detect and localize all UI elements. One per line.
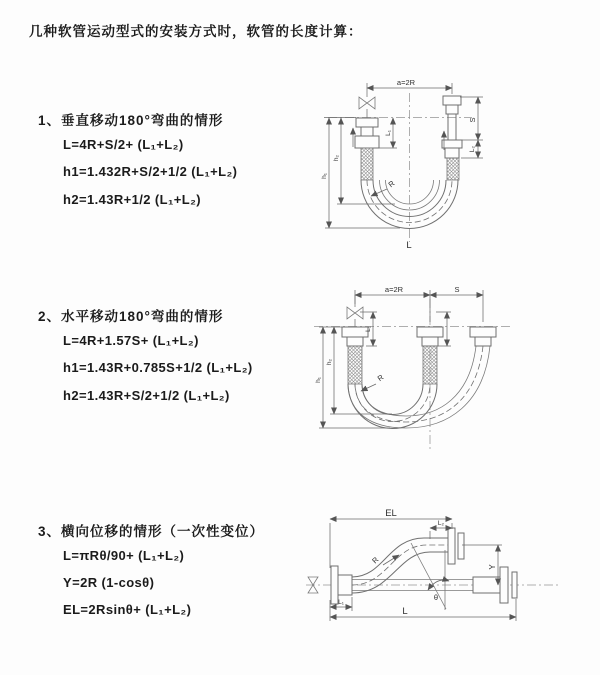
diagram-lateral-displacement <box>306 508 558 621</box>
radius-label: R <box>370 555 381 566</box>
dim-label-fitting-right: L₂ <box>437 520 445 527</box>
dim-label-offset-y: Y <box>488 564 497 570</box>
length-label: L <box>406 240 412 251</box>
dim-label-h1: h₁ <box>315 377 322 383</box>
braided-hose-left <box>348 346 362 384</box>
flange-fitting-right-lower <box>442 140 462 158</box>
ext-lines-bottom <box>330 597 516 621</box>
hose-bottom-wall <box>352 552 448 593</box>
dim-label-h2: h₂ <box>333 154 340 162</box>
hose-centerline <box>355 384 430 422</box>
angle-radius-line <box>411 543 446 609</box>
braided-hose-left <box>361 148 373 180</box>
section-2-formula-L: L=4R+1.57S+ (L₁+L₂) <box>63 333 199 348</box>
section-3-formula-Y: Y=2R (1-cosθ) <box>63 575 155 590</box>
ext-lines-el <box>330 523 452 568</box>
dim-label-span: a=2R <box>396 78 416 87</box>
dim-label-stroke: S <box>454 285 460 294</box>
hose-top-wall <box>352 538 448 577</box>
section-3-heading: 3、横向位移的情形（一次性变位） <box>38 524 265 539</box>
section-2-heading: 2、水平移动180°弯曲的情形 <box>38 309 224 324</box>
section-1-formula-h1: h1=1.432R+S/2+1/2 (L₁+L₂) <box>63 164 238 179</box>
flange-fitting-middle <box>417 327 443 346</box>
flange-fitting-top-right <box>448 528 464 564</box>
dim-label-fitting-left: L₁ <box>385 130 392 136</box>
dim-label-span: a=2R <box>384 285 404 294</box>
dim-label-h1: h₁ <box>321 173 328 179</box>
hose-centerline <box>352 545 448 585</box>
flange-fitting-right-upper <box>443 96 461 114</box>
section-1-formula-L: L=4R+S/2+ (L₁+L₂) <box>63 137 184 152</box>
flange-fitting-right <box>470 327 496 346</box>
radius-label: R <box>375 372 386 384</box>
section-3-formula-L: L=πRθ/90+ (L₁+L₂) <box>63 548 185 563</box>
section-3-formula-EL: EL=2Rsinθ+ (L₁+L₂) <box>63 602 192 617</box>
right-pipe-walls <box>448 114 456 140</box>
dim-label-h2: h₂ <box>326 358 333 366</box>
angle-label: θ <box>433 593 439 602</box>
dim-label-effective-length: EL <box>385 508 397 519</box>
radius-label: R <box>386 178 397 190</box>
radius-leader <box>383 555 399 565</box>
diagram-vertical-180-bend <box>321 78 483 251</box>
radius-leader <box>371 189 387 196</box>
section-2-formula-h2: h2=1.43R+S/2+1/2 (L₁+L₂) <box>63 388 230 403</box>
flange-fitting-left <box>355 118 379 148</box>
dim-label-stroke: S <box>468 117 477 123</box>
dim-label-fitting-left: L₁ <box>365 326 372 332</box>
braided-hose-middle <box>423 346 437 384</box>
section-1-heading: 1、垂直移动180°弯曲的情形 <box>38 113 224 128</box>
section-1-formula-h2: h2=1.43R+1/2 (L₁+L₂) <box>63 192 202 207</box>
section-2-formula-h1: h1=1.43R+0.785S+1/2 (L₁+L₂) <box>63 360 253 375</box>
dim-label-length: L <box>402 606 408 617</box>
radius-leader <box>361 384 376 391</box>
braided-hose-right <box>447 158 459 180</box>
dim-label-fitting-left: L₁ <box>338 599 344 606</box>
dim-label-fitting-right: L₂ <box>469 145 476 153</box>
hose-inner-wall <box>362 384 423 414</box>
diagram-horizontal-180-bend <box>314 285 510 450</box>
page-title: 几种软管运动型式的安装方式时，软管的长度计算： <box>29 24 363 39</box>
